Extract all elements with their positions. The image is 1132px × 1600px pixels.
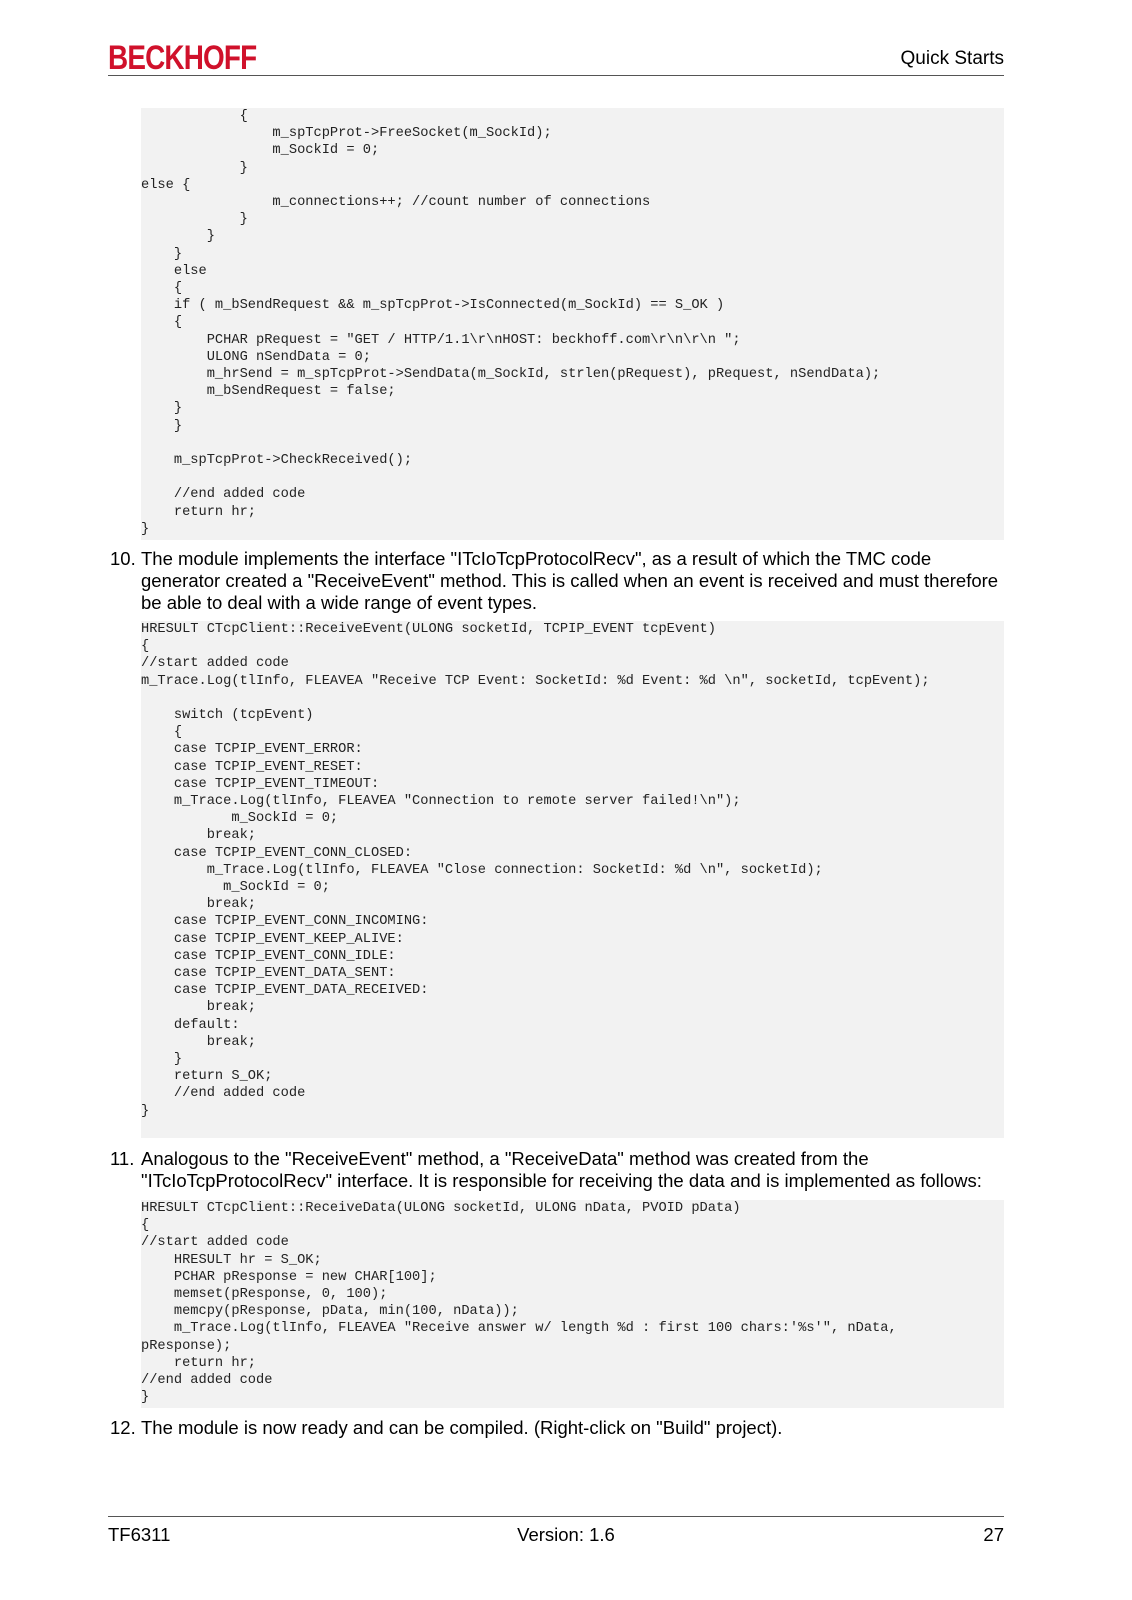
step-text: The module implements the interface "ITcIoTcpProtocolRecv", as a result of which the TMC code generator created a "ReceiveEvent" method. This is called when an event is received and must therefore be able to deal with a wide range of event types. — [141, 548, 999, 613]
section-title: Quick Starts — [900, 48, 1004, 69]
footer-page-number: 27 — [983, 1524, 1004, 1545]
step-10 — [110, 548, 1006, 614]
header-divider — [108, 75, 1004, 76]
step-text: Analogous to the "ReceiveEvent" method, a "ReceiveData" method was created from the "ITcIoTcpProtocolRecv" interface. It is responsible for receiving the data and is implemented as follows: — [141, 1148, 982, 1191]
code-block-receive-data: HRESULT CTcpClient::ReceiveData(ULONG socketId, ULONG nData, PVOID pData) { //start added code HRESULT hr = S_OK; PCHAR pResponse = new CHAR[100]; memset(pResponse, 0, 100); memcpy(pResponse, pData, min(100, nData)); m_Trace.Log(tlInfo, FLEAVEA "Receive answer w/ length %d : first 100 chars:'%s'", nData, pResponse); return hr; //end added code } — [141, 1200, 1004, 1408]
step-number: 10. — [110, 548, 136, 569]
footer-doc-id: TF6311 — [108, 1524, 171, 1545]
beckhoff-logo: BECKHOFF — [108, 39, 257, 77]
step-12 — [110, 1417, 1006, 1439]
step-11 — [110, 1148, 1006, 1192]
footer-divider — [108, 1516, 1004, 1517]
code-block-receive-event: HRESULT CTcpClient::ReceiveEvent(ULONG socketId, TCPIP_EVENT tcpEvent) { //start added code m_Trace.Log(tlInfo, FLEAVEA "Receive TCP Event: SocketId: %d Event: %d \n", socketId, tcpEvent); switch (tcpEvent) { case TCPIP_EVENT_ERROR: case TCPIP_EVENT_RESET: case TCPIP_EVENT_TIMEOUT: m_Trace.Log(tlInfo, FLEAVEA "Connection to remote server failed!\n"); m_SockId = 0; break; case TCPIP_EVENT_CONN_CLOSED: m_Trace.Log(tlInfo, FLEAVEA "Close connection: SocketId: %d \n", socketId); m_SockId = 0; break; case TCPIP_EVENT_CONN_INCOMING: case TCPIP_EVENT_KEEP_ALIVE: case TCPIP_EVENT_CONN_IDLE: case TCPIP_EVENT_DATA_SENT: case TCPIP_EVENT_DATA_RECEIVED: break; default: break; } return S_OK; //end added code } — [141, 621, 1004, 1138]
code-block-ontimer-continued: { m_spTcpProt->FreeSocket(m_SockId); m_SockId = 0; } else { m_connections++; //count number of connections } } } else { if ( m_bSendRequest && m_spTcpProt->IsConnected(m_SockId) == S_OK ) { PCHAR pRequest = "GET / HTTP/1.1\r\nHOST: beckhoff.com\r\n\r\n "; ULONG nSendData = 0; m_hrSend = m_spTcpProt->SendData(m_SockId, strlen(pRequest), pRequest, nSendData); m_bSendRequest = false; } } m_spTcpProt->CheckReceived(); //end added code return hr; } — [141, 108, 1004, 540]
step-number: 11. — [110, 1148, 135, 1169]
step-number: 12. — [110, 1417, 136, 1438]
footer-version: Version: 1.6 — [517, 1524, 615, 1545]
step-text: The module is now ready and can be compiled. (Right-click on "Build" project). — [141, 1417, 783, 1438]
